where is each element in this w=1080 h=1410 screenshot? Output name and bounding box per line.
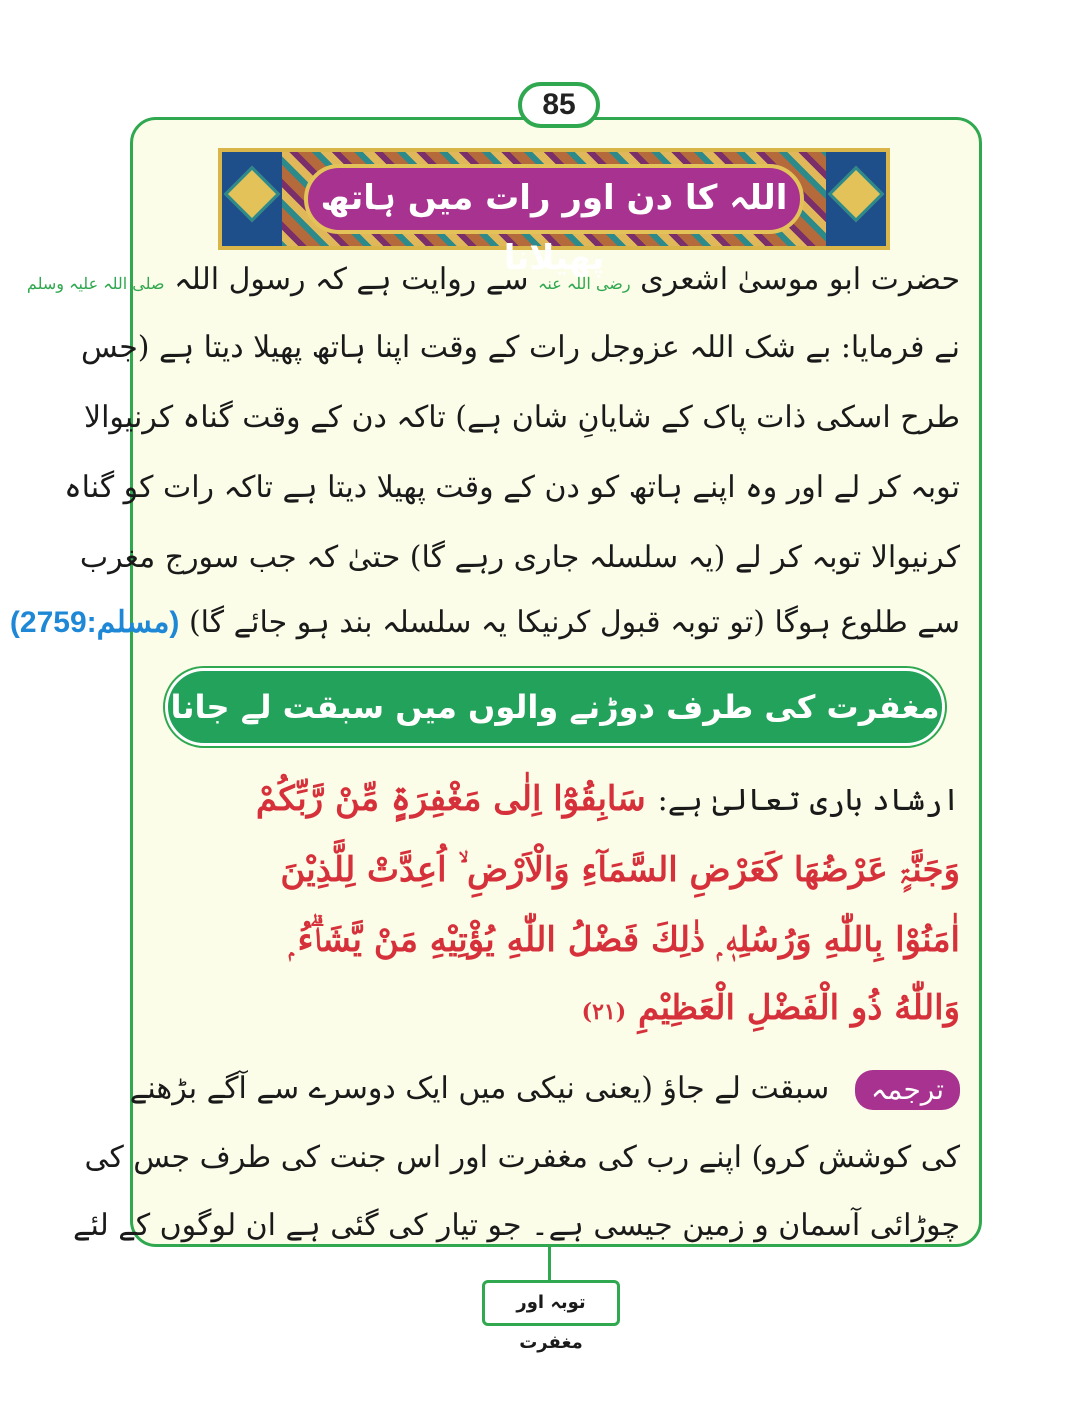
quran-line-3: اٰمَنُوْا بِاللّٰهِ وَرُسُلِهٖ ۭ ذٰلِكَ فَضْلُ اللّٰهِ يُؤْتِيْهِ مَنْ يَّشَاۗءُ ۭ: [288, 920, 960, 960]
narration-line-6: [9, 605, 960, 640]
translation-badge: ترجمہ: [855, 1070, 960, 1110]
translation-text: سبقت لے جاؤ (یعنی نیکی میں ایک دوسرے سے آگے بڑھنے: [129, 1071, 830, 1106]
translation-line-1: [129, 1070, 960, 1110]
quran-line-4: [220, 988, 960, 1028]
banner-ornament-right: [826, 152, 886, 246]
quran-lead: ارشاد باری تعالیٰ ہے:: [657, 783, 960, 818]
quran-line-1: [220, 778, 960, 819]
translation-line-2: کی کوشش کرو) اپنے رب کی مغفرت اور اس جنت کی طرف جس کی: [84, 1140, 960, 1175]
narration-line-4: توبہ کر لے اور وہ اپنے ہاتھ کو دن کے وقت پھیلا دیتا ہے تاکہ رات کو گناہ: [64, 470, 960, 505]
footer-connector: [548, 1247, 551, 1280]
narration-text: حضرت ابو موسیٰ اشعری: [640, 262, 960, 297]
footer-chapter-label: توبہ اور مغفرت: [482, 1280, 620, 1326]
title-banner: [218, 148, 890, 278]
section-heading: مغفرت کی طرف دوڑنے والوں میں سبقت لے جانا: [165, 668, 945, 746]
narration-text: سے روایت ہے کہ رسول اللہ: [174, 262, 529, 297]
page-title: اللہ کا دن اور رات میں ہاتھ پھیلانا: [304, 164, 804, 234]
translation-line-3: چوڑائی آسمان و زمین جیسی ہے۔ جو تیار کی گئی ہے ان لوگوں کے لئے: [72, 1208, 960, 1243]
narration-line-5: کرنیوالا توبہ کر لے (یہ سلسلہ جاری رہے گا) حتیٰ کہ جب سورج مغرب: [79, 540, 960, 575]
page-number: 85: [518, 82, 600, 128]
quran-text: سَابِقُوْٓا اِلٰی مَغْفِرَۃٍ مِّنْ رَّبِّكُمْ: [255, 779, 646, 819]
quran-line-2: وَجَنَّۃٍ عَرْضُهَا كَعَرْضِ السَّمَآءِ وَالْاَرْضِ ۙ اُعِدَّتْ لِلَّذِيْنَ: [280, 850, 960, 890]
narration-line-1: [26, 262, 960, 297]
narration-text: سے طلوع ہوگا (تو توبہ قبول کرنیکا یہ سلسلہ بند ہو جائے گا): [188, 605, 960, 640]
banner-ornament-left: [222, 152, 282, 246]
narration-line-2: نے فرمایا: بے شک اللہ عزوجل رات کے وقت اپنا ہاتھ پھیلا دیتا ہے (جس: [80, 330, 960, 365]
ayah-number-marker: (٢١): [581, 999, 627, 1025]
quran-text: وَاللّٰهُ ذُو الْفَضْلِ الْعَظِيْمِ: [637, 988, 960, 1028]
honorific-tag: صلی اللہ علیہ وسلم: [26, 274, 165, 293]
hadith-reference: (مسلم:2759): [9, 606, 180, 639]
honorific-tag: رضی اللہ عنہ: [538, 274, 631, 293]
narration-line-3: طرح اسکی ذات پاک کے شایانِ شان ہے) تاکہ دن کے وقت گناہ کرنیوالا: [83, 400, 960, 435]
